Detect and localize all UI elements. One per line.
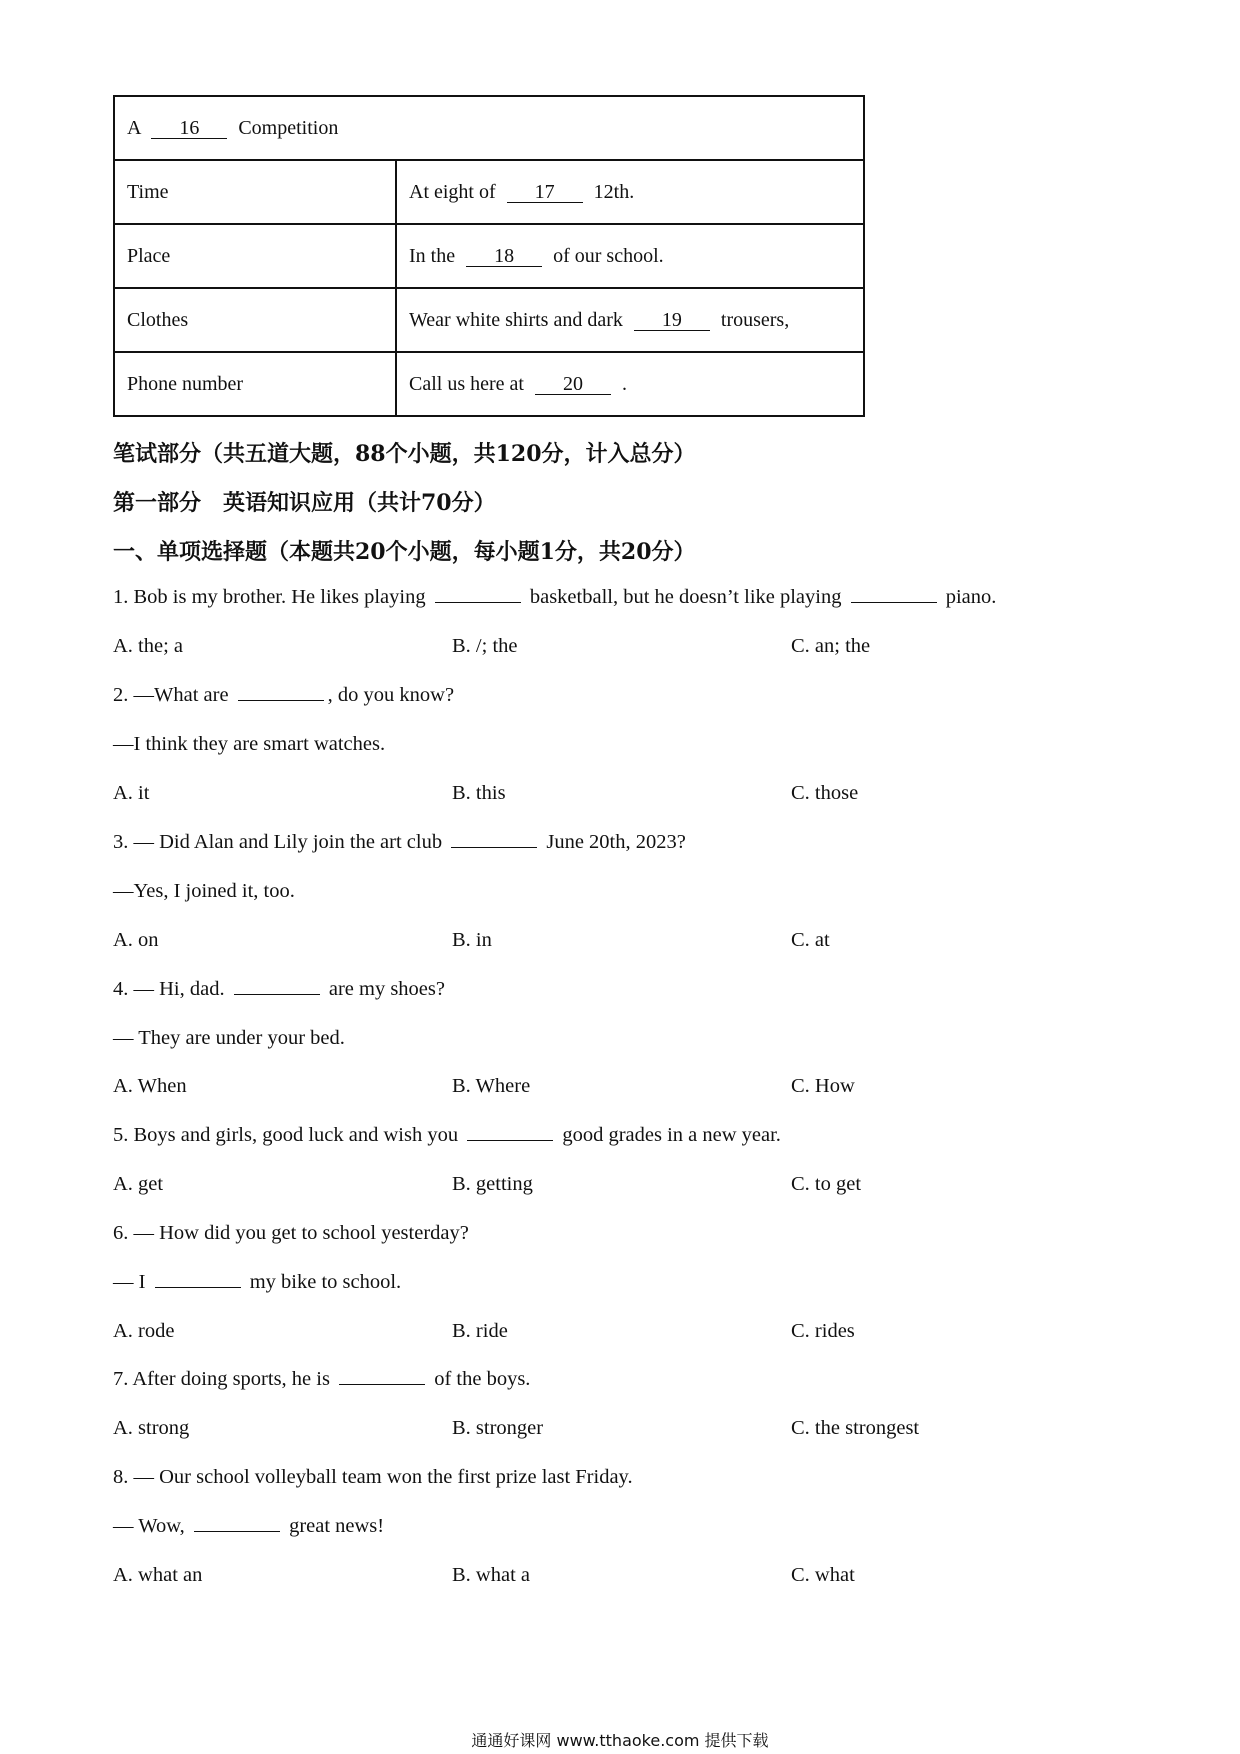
value-text: In the — [409, 244, 456, 267]
question-8-stem: 8. — Our school volleyball team won the first prize last Friday. — [113, 1466, 633, 1488]
q1-option-c: C. an; the — [791, 635, 871, 657]
question-text: — Wow, — [113, 1515, 185, 1537]
blank-17: 17 — [507, 182, 583, 203]
table-row — [114, 288, 864, 352]
page-footer: 通通好课网 www.tthaoke.com 提供下载 — [471, 1731, 769, 1750]
table-row — [114, 224, 864, 288]
question-text: 3. — Did Alan and Lily join the art club — [113, 831, 443, 853]
q3-option-b: B. in — [452, 929, 492, 951]
question-text: June 20th, 2023? — [546, 831, 686, 853]
question-text: 4. — Hi, dad. — [113, 978, 225, 1000]
q4-option-b: B. Where — [452, 1075, 531, 1097]
question-text: 5. Boys and girls, good luck and wish you — [113, 1124, 459, 1146]
q3-option-a: A. on — [113, 929, 159, 951]
answer-blank — [194, 1515, 280, 1532]
q8-option-a: A. what an — [113, 1564, 203, 1586]
value-text: Call us here at — [409, 372, 524, 395]
question-text: — I — [113, 1271, 146, 1293]
row-value — [396, 288, 864, 352]
value-text: At eight of — [409, 180, 496, 203]
answer-blank — [451, 831, 537, 848]
answer-blank — [238, 684, 324, 701]
question-3-stem — [113, 831, 686, 854]
row-value — [396, 160, 864, 224]
q1-option-b: B. /; the — [452, 635, 518, 657]
value-text: Wear white shirts and dark — [409, 308, 623, 331]
value-text: 12th. — [593, 180, 635, 203]
question-text: 7. After doing sports, he is — [113, 1368, 330, 1390]
row-value — [396, 352, 864, 416]
row-label: Clothes — [114, 288, 396, 352]
q7-option-b: B. stronger — [452, 1417, 544, 1439]
q1-option-a: A. the; a — [113, 635, 184, 657]
q5-option-a: A. get — [113, 1173, 164, 1195]
value-text: of our school. — [553, 244, 664, 267]
row-label: Time — [114, 160, 396, 224]
question-6-reply — [113, 1271, 401, 1294]
answer-blank — [467, 1124, 553, 1141]
table-row — [114, 160, 864, 224]
q6-option-c: C. rides — [791, 1320, 855, 1342]
table-title-suffix: Competition — [238, 116, 339, 139]
q7-option-c: C. the strongest — [791, 1417, 920, 1439]
answer-blank — [851, 586, 937, 603]
table-title-prefix: A — [127, 116, 141, 139]
answer-blank — [234, 978, 320, 995]
question-3-reply: —Yes, I joined it, too. — [113, 880, 295, 902]
q6-option-a: A. rode — [113, 1320, 175, 1342]
answer-blank — [435, 586, 521, 603]
question-7-stem — [113, 1368, 530, 1391]
blank-16: 16 — [151, 118, 227, 139]
value-text: trousers, — [720, 308, 790, 331]
q5-option-c: C. to get — [791, 1173, 862, 1195]
q4-option-a: A. When — [113, 1075, 187, 1097]
section-one-heading: 一、单项选择题（本题共20个小题，每小题1分，共20分） — [113, 539, 696, 565]
part-one-heading: 第一部分 英语知识应用（共计70分） — [113, 490, 496, 516]
question-4-reply: — They are under your bed. — [113, 1027, 345, 1049]
written-part-heading: 笔试部分（共五道大题，88个小题，共120分，计入总分） — [113, 441, 696, 467]
question-text: good grades in a new year. — [562, 1124, 781, 1146]
table-title-row — [114, 96, 864, 160]
question-4-stem — [113, 978, 445, 1001]
question-text: great news! — [289, 1515, 385, 1537]
q7-option-a: A. strong — [113, 1417, 190, 1439]
question-text: 2. —What are — [113, 684, 229, 706]
question-2-reply: —I think they are smart watches. — [113, 733, 386, 755]
row-value — [396, 224, 864, 288]
row-label: Phone number — [114, 352, 396, 416]
q6-option-b: B. ride — [452, 1320, 508, 1342]
value-text: . — [621, 372, 627, 395]
question-8-reply — [113, 1515, 384, 1538]
q5-option-b: B. getting — [452, 1173, 533, 1195]
question-text: of the boys. — [434, 1368, 531, 1390]
blank-18: 18 — [466, 246, 542, 267]
answer-blank — [155, 1271, 241, 1288]
question-2-stem — [113, 684, 454, 707]
question-text: are my shoes? — [328, 978, 445, 1000]
q8-option-c: C. what — [791, 1564, 855, 1586]
question-5-stem — [113, 1124, 781, 1147]
q2-option-a: A. it — [113, 782, 150, 804]
q2-option-c: C. those — [791, 782, 859, 804]
question-text: , do you know? — [327, 684, 455, 706]
question-text: piano. — [945, 586, 997, 608]
question-text: my bike to school. — [249, 1271, 402, 1293]
question-text: 1. Bob is my brother. He likes playing — [113, 586, 426, 608]
q8-option-b: B. what a — [452, 1564, 530, 1586]
blank-20: 20 — [535, 374, 611, 395]
table-title-cell — [114, 96, 864, 160]
answer-blank — [339, 1368, 425, 1385]
question-1-stem — [113, 586, 996, 609]
table-row — [114, 352, 864, 416]
question-text: basketball, but he doesn’t like playing — [529, 586, 842, 608]
competition-info-table — [113, 95, 865, 417]
row-label: Place — [114, 224, 396, 288]
q2-option-b: B. this — [452, 782, 506, 804]
q4-option-c: C. How — [791, 1075, 855, 1097]
blank-19: 19 — [634, 310, 710, 331]
question-6-stem: 6. — How did you get to school yesterday? — [113, 1222, 469, 1244]
q3-option-c: C. at — [791, 929, 830, 951]
